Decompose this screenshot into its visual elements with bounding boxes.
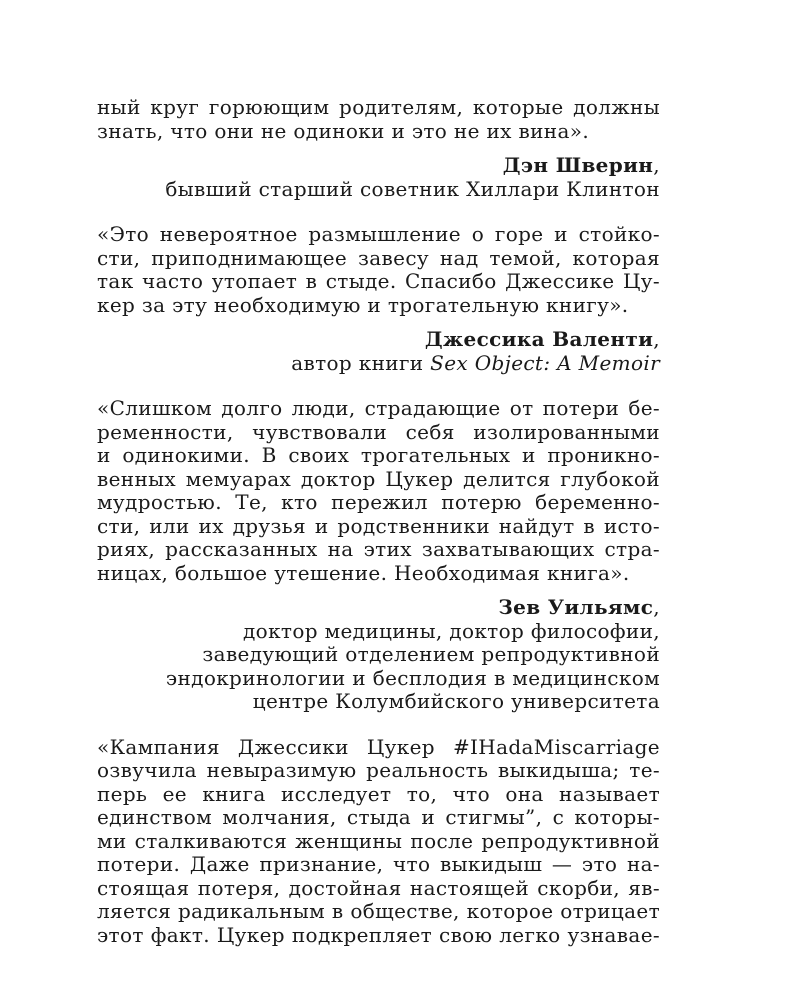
attribution-role: центре Колумбийского университета <box>252 689 660 713</box>
blurb-line: риях, рассказанных на этих захватывающих стра- <box>97 538 660 561</box>
attribution-role: заведующий отделением репродуктивной <box>202 642 660 666</box>
blurb-line: так часто утопает в стыде. Спасибо Джессике Цу- <box>97 270 660 293</box>
book-title: Sex Object: A Memoir <box>430 350 660 375</box>
attribution-role: эндокринологии и бесплодия в медицинском <box>165 665 660 690</box>
blurb-line: «Слишком долго люди, страдающие от потери бе- <box>97 397 660 420</box>
author-name: Дэн Шверин <box>502 153 654 177</box>
attribution <box>97 596 660 714</box>
blurb-line: знать, что они не одиноки и это не их вина». <box>97 118 590 143</box>
page-text <box>97 96 660 947</box>
blurb-line: стоящая потеря, достойная настоящей скорби, яв- <box>97 876 660 900</box>
blurb-line: перь ее книга исследует то, что она называет <box>97 782 660 806</box>
blurb-line: сти, приподнимающее завесу над темой, которая <box>97 246 660 270</box>
attribution-author <box>97 596 660 620</box>
blurb-line: ляется радикальным в обществе, которое отрицает <box>97 900 660 923</box>
blurb-ihadamiscarriage <box>97 736 660 948</box>
role-prefix: автор книги <box>291 350 431 375</box>
attribution <box>97 328 660 375</box>
blurb-line: единством молчания, стыда и стигмы”, с которы- <box>97 806 660 829</box>
blurb-line: мудростью. Те, кто пережил потерю беременно- <box>97 491 660 514</box>
blurb-line: «Это невероятное размышление о горе и стойко- <box>97 223 660 246</box>
blurb-line: ременности, чувствовали себя изолированными <box>97 420 660 444</box>
blurb-dan-schwerin <box>97 96 660 201</box>
blurb-line: потери. Даже признание, что выкидыш — это на- <box>97 853 660 876</box>
attribution-author <box>97 328 660 352</box>
author-name: Джессика Валенти <box>424 327 654 351</box>
blurb-line: ми сталкиваются женщины после репродуктивной <box>97 829 660 853</box>
blurb-line: кер за эту необходимую и трогательную книгу». <box>97 292 629 317</box>
blurb-line: «Кампания Джессики Цукер #IHadaMiscarriage <box>97 735 660 759</box>
attribution-author <box>97 154 660 178</box>
author-suffix: , <box>653 595 660 619</box>
author-suffix: , <box>653 153 660 177</box>
author-suffix: , <box>653 327 660 351</box>
blurb-line: озвучила невыразимую реальность выкидыша; те- <box>97 759 660 782</box>
attribution-role <box>97 352 660 376</box>
blurb-zev-williams <box>97 397 660 714</box>
blurb-line: ный круг горюющим родителям, которые должны <box>97 96 660 119</box>
blurb-line: и одинокими. В своих трогательных и проникно- <box>97 444 660 467</box>
blurb-line: ницах, большое утешение. Необходимая книга». <box>97 560 630 585</box>
attribution-role: бывший старший советник Хиллари Клинтон <box>165 176 660 201</box>
blurb-line: сти, или их друзья и родственники найдут в исто- <box>97 514 660 538</box>
blurb-jessica-valenti <box>97 223 660 375</box>
attribution-role: доктор медицины, доктор философии, <box>243 618 660 643</box>
blurb-line: этот факт. Цукер подкрепляет свою легко узнавае- <box>97 923 660 947</box>
author-name: Зев Уильямс <box>498 595 654 619</box>
attribution <box>97 154 660 201</box>
blurb-line: венных мемуарах доктор Цукер делится глубокой <box>97 467 660 491</box>
